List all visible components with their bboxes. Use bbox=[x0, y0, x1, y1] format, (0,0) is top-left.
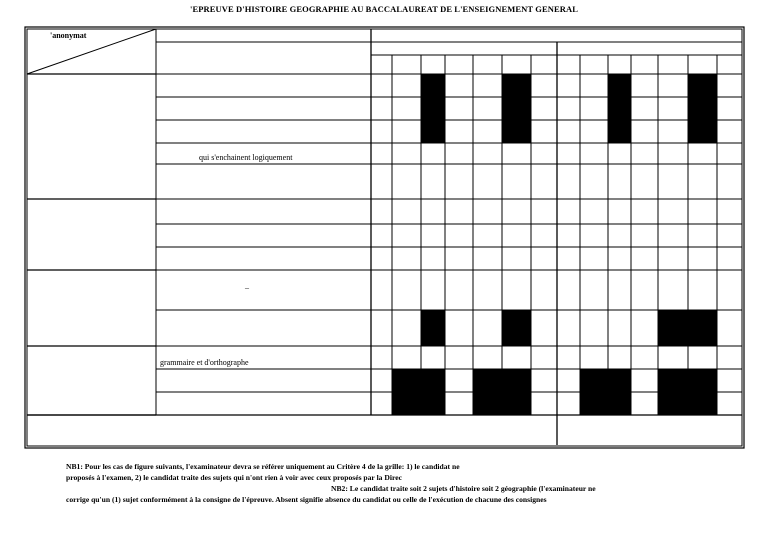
filled-cell bbox=[473, 369, 531, 415]
filled-cell bbox=[502, 74, 531, 143]
grid-frame-inner bbox=[27, 29, 742, 446]
filled-cell bbox=[688, 74, 717, 143]
criteria-label-grammaire: grammaire et d'orthographe bbox=[160, 358, 249, 367]
filled-cell bbox=[608, 74, 631, 143]
filled-cell bbox=[392, 369, 445, 415]
filled-cell bbox=[502, 310, 531, 346]
nb2-line1: NB2: Le candidat traite soit 2 sujets d'histoire soit 2 géographie (l'examinateur ne bbox=[331, 484, 596, 493]
filled-cell bbox=[421, 310, 445, 346]
filled-cell bbox=[580, 369, 631, 415]
exam-title: 'EPREUVE D'HISTOIRE GEOGRAPHIE AU BACCALAUREAT DE L'ENSEIGNEMENT GENERAL bbox=[190, 4, 578, 14]
criteria-label-dash: – bbox=[245, 283, 249, 292]
nb2-line2: corrige qu'un (1) sujet conformément à la consigne de l'épreuve. Absent signifie absence du candidat ou celle de l'exécution de chacune des consignes bbox=[66, 495, 547, 504]
grid-frame bbox=[25, 27, 744, 448]
filled-cell bbox=[658, 369, 717, 415]
corner-diagonal bbox=[27, 29, 156, 74]
criteria-label-logique: qui s'enchainent logiquement bbox=[199, 153, 293, 162]
anonymat-label: 'anonymat bbox=[50, 31, 87, 40]
filled-cell bbox=[658, 310, 717, 346]
filled-cell bbox=[421, 74, 445, 143]
nb1-line1: NB1: Pour les cas de figure suivants, l'examinateur devra se référer uniquement au Critère 4 de la grille: 1) le candidat ne bbox=[66, 462, 460, 471]
nb1-line2: proposés à l'examen, 2) le candidat traite des sujets qui n'ont rien à voir avec ceux proposés par la Direc bbox=[66, 473, 402, 482]
